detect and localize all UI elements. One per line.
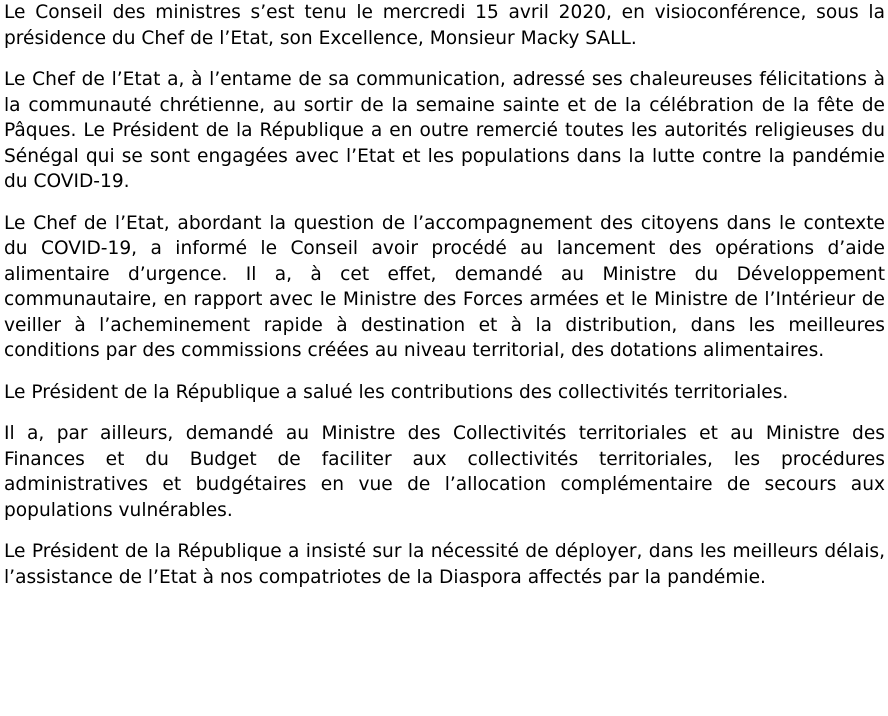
paragraph-food-aid: Le Chef de l’Etat, abordant la question de l’accompagnement des citoyens dans le contexte du COVID-19, a informé le Conseil avoir procédé au lancement des opérations d’aide alimentaire d’urgence. Il a, à cet effet, demandé au Ministre du Développement communautaire, en rapport avec le Ministre des Forces armées et le Ministre de l’Intérieur de veiller à l’acheminement rapide à destination et à la distribution, dans les meilleures conditions par des commissions créées au niveau territorial, des dotations alimentaires. <box>4 212 885 361</box>
paragraph-territorial-contributions: Le Président de la République a salué les contributions des collectivités territoriales. <box>4 381 789 403</box>
paragraph-budget-procedures: Il a, par ailleurs, demandé au Ministre des Collectivités territoriales et au Ministre des Finances et du Budget de faciliter aux collectivités territoriales, les procédures administratives et budgétaires en vue de l’allocation complémentaire de secours aux populations vulnérables. <box>4 423 885 521</box>
paragraph-diaspora-assistance: Le Président de la République a insisté sur la nécessité de déployer, dans les meilleurs délais, l’assistance de l’Etat à nos compatriotes de la Diaspora affectés par la pandémie. <box>4 541 885 588</box>
paragraph-opening: Le Conseil des ministres s’est tenu le mercredi 15 avril 2020, en visioconférence, sous la présidence du Chef de l’Etat, son Excellence, Monsieur Macky SALL. <box>4 2 885 49</box>
paragraph-easter-greetings: Le Chef de l’Etat a, à l’entame de sa communication, adressé ses chaleureuses félicitations à la communauté chrétienne, au sortir de la semaine sainte et de la célébration de la fête de Pâques. Le Président de la République a en outre remercié toutes les autorités religieuses du Sénégal qui se sont engagées avec l’Etat et les populations dans la lutte contre la pandémie du COVID-19. <box>4 69 885 192</box>
